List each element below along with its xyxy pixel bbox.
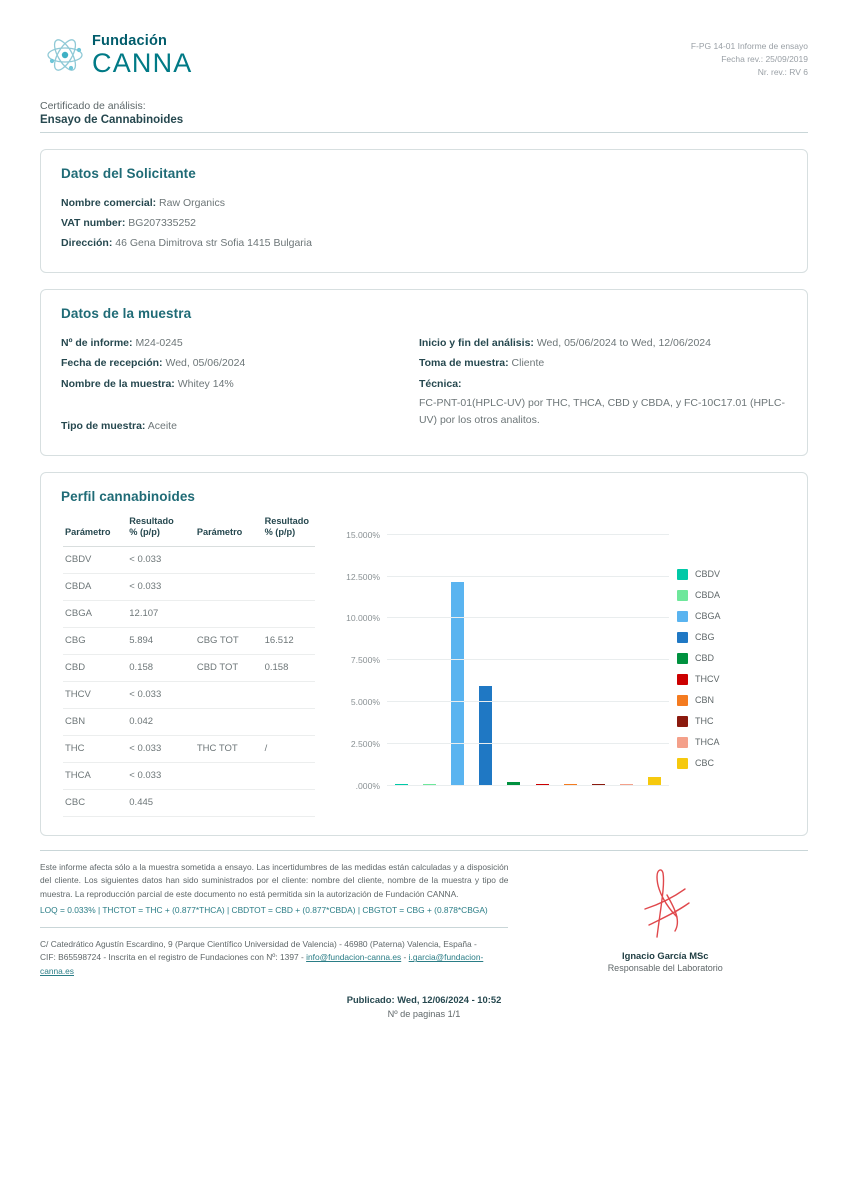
cell-p2: THC TOT xyxy=(195,735,263,762)
chart-ytick-label: 10.000% xyxy=(346,613,380,624)
legend-label: CBN xyxy=(695,695,715,706)
col-parametro-1-l1: Parámetro xyxy=(65,527,111,538)
legend-item-cbda xyxy=(677,585,781,606)
applicant-address-row xyxy=(61,233,787,253)
applicant-name-row xyxy=(61,193,787,213)
cell-v: < 0.033 xyxy=(127,546,195,573)
sample-card xyxy=(40,289,808,456)
legend-swatch xyxy=(677,590,688,601)
cell-p2 xyxy=(195,789,263,816)
legend-swatch xyxy=(677,653,688,664)
col-resultado-2-l2: % (p/p) xyxy=(264,527,296,538)
chart-gridline xyxy=(346,571,669,582)
cell-v: < 0.033 xyxy=(127,573,195,600)
legend-label: THCA xyxy=(695,737,720,748)
sample-name-label: Nombre de la muestra: xyxy=(61,377,175,390)
certificate-title: Ensayo de Cannabinoides xyxy=(40,113,184,126)
brand-canna: CANNA xyxy=(92,47,193,78)
sample-taking-value: Cliente xyxy=(511,357,545,370)
chart-legend xyxy=(677,564,781,774)
table-row xyxy=(63,654,315,681)
cell-p2 xyxy=(195,600,263,627)
cell-v: 0.042 xyxy=(127,708,195,735)
applicant-card-title: Datos del Solicitante xyxy=(61,165,196,181)
cell-p: CBN xyxy=(63,708,127,735)
cell-v2 xyxy=(263,789,315,816)
applicant-name-label: Nombre comercial: xyxy=(61,196,157,209)
table-row xyxy=(63,789,315,816)
chart-gridline xyxy=(346,529,669,540)
sample-card-title: Datos de la muestra xyxy=(61,305,192,321)
signature-icon xyxy=(605,930,725,947)
legend-label: CBC xyxy=(695,758,715,769)
cell-v2 xyxy=(263,600,315,627)
sample-taking-label: Toma de muestra: xyxy=(418,357,509,370)
applicant-address-value: 46 Gena Dimitrova str Sofia 1415 Bulgaria xyxy=(115,237,312,250)
legend-item-cbga xyxy=(677,606,781,627)
atom-icon xyxy=(45,35,85,75)
document-header xyxy=(40,34,808,80)
chart-ytick-label: 15.000% xyxy=(346,529,380,540)
document-footer xyxy=(40,850,808,979)
cannabinoid-table-wrap xyxy=(61,516,315,817)
col-resultado-2 xyxy=(263,516,315,547)
cell-p: THC xyxy=(63,735,127,762)
chart-gridline xyxy=(350,738,669,749)
chart-ytick-label: .000% xyxy=(355,780,380,791)
technique-row xyxy=(419,374,787,394)
chart-ytick-label: 2.500% xyxy=(350,738,380,749)
col-parametro-1 xyxy=(63,516,127,547)
meta-form-code: F-PG 14-01 Informe de ensayo xyxy=(690,41,808,51)
legend-label: CBD xyxy=(695,653,715,664)
cell-v: < 0.033 xyxy=(127,681,195,708)
legend-label: THCV xyxy=(695,674,720,685)
sample-columns xyxy=(61,333,787,437)
applicant-address-label: Dirección: xyxy=(61,237,113,250)
legend-item-cbn xyxy=(677,690,781,711)
cell-p: CBD xyxy=(63,654,127,681)
cell-p2 xyxy=(195,573,263,600)
cell-p2 xyxy=(195,762,263,789)
footer-address-line2: CIF: B65598724 - Inscrita en el registro de Fundaciones con Nº: 1397 - xyxy=(40,952,307,963)
certificate-subtitle: Certificado de análisis: xyxy=(40,99,146,112)
col-resultado-1 xyxy=(127,516,195,547)
signer-role: Responsable del Laboratorio xyxy=(607,962,723,973)
cannabinoid-table-body xyxy=(63,546,315,816)
legend-item-thcv xyxy=(677,669,781,690)
sample-name-row xyxy=(61,374,395,394)
cannabinoid-chart xyxy=(325,524,787,814)
cannabinoid-table-head xyxy=(63,516,315,547)
cell-v: 5.894 xyxy=(127,627,195,654)
legend-item-cbg xyxy=(677,627,781,648)
cell-v2 xyxy=(263,546,315,573)
meta-revision-number: Nr. rev.: RV 6 xyxy=(757,67,808,78)
chart-ytick-label: 7.500% xyxy=(350,655,380,666)
table-row xyxy=(63,681,315,708)
legend-swatch xyxy=(677,695,688,706)
profile-body xyxy=(61,516,787,817)
footer-address-line1: C/ Catedrático Agustín Escardino, 9 (Parque Científico Universidad de Valencia) - 46980 (Paterna) Valencia, España - xyxy=(40,938,477,949)
cell-v2: 0.158 xyxy=(263,654,315,681)
cell-v: 0.445 xyxy=(127,789,195,816)
certificate-title-block xyxy=(40,100,808,133)
analysis-period-label: Inicio y fin del análisis: xyxy=(418,336,534,349)
col-resultado-1-l2: % (p/p) xyxy=(129,527,160,538)
cell-p2: CBG TOT xyxy=(195,627,263,654)
legend-swatch xyxy=(677,716,688,727)
legend-item-cbd xyxy=(677,648,781,669)
brand-wordmark xyxy=(92,34,193,77)
legend-swatch xyxy=(677,758,688,769)
cell-v: < 0.033 xyxy=(127,735,195,762)
legend-label: CBG xyxy=(695,632,715,643)
applicant-name-value: Raw Organics xyxy=(159,196,225,209)
meta-revision-date: Fecha rev.: 25/09/2019 xyxy=(721,54,808,65)
footer-address-sep: - xyxy=(401,952,409,963)
applicant-vat-row xyxy=(61,213,787,233)
legend-swatch xyxy=(677,611,688,622)
chart-gridline xyxy=(346,613,669,624)
sample-right-column xyxy=(419,333,787,437)
signer-name: Ignacio García MSc xyxy=(621,949,709,961)
applicant-vat-label: VAT number: xyxy=(61,216,126,229)
col-resultado-1-l1: Resultado xyxy=(129,515,174,526)
table-row xyxy=(63,600,315,627)
col-parametro-2 xyxy=(195,516,263,547)
technique-value: FC-PNT-01(HPLC-UV) por THC, THCA, CBD y CBDA, y FC-10C17.01 (HPLC-UV) por los otros analitos. xyxy=(418,397,785,427)
cell-p: THCV xyxy=(63,681,127,708)
cannabinoid-table xyxy=(63,516,315,817)
legend-item-cbdv xyxy=(677,564,781,585)
chart-gridline xyxy=(350,655,669,666)
sample-type-value: Aceite xyxy=(147,420,177,433)
cell-v2 xyxy=(263,573,315,600)
legend-swatch xyxy=(677,569,688,580)
applicant-vat-value: BG207335252 xyxy=(128,216,197,229)
brand-logo xyxy=(40,34,193,77)
reception-date-row xyxy=(61,353,395,373)
applicant-card xyxy=(40,149,808,273)
legend-label: CBDA xyxy=(695,590,721,601)
signature-block xyxy=(522,861,808,979)
analysis-period-value: Wed, 05/06/2024 to Wed, 12/06/2024 xyxy=(536,336,711,349)
sample-type-row xyxy=(61,416,395,436)
legend-item-thca xyxy=(677,732,781,753)
chart-ytick-label: 12.500% xyxy=(346,571,380,582)
report-number-value: M24-0245 xyxy=(135,336,183,349)
legend-swatch xyxy=(677,674,688,685)
legend-item-cbc xyxy=(677,753,781,774)
cell-p2 xyxy=(195,546,263,573)
analysis-period-row xyxy=(419,333,787,353)
chart-bar-cbc xyxy=(648,777,661,784)
legend-item-thc xyxy=(677,711,781,732)
sample-taking-row xyxy=(419,353,787,373)
cell-p: CBC xyxy=(63,789,127,816)
col-resultado-2-l1: Resultado xyxy=(264,515,309,526)
cell-p2 xyxy=(195,708,263,735)
footer-address xyxy=(40,927,508,979)
page-count: Nº de paginas 1/1 xyxy=(387,1009,461,1020)
cell-p: CBGA xyxy=(63,600,127,627)
published-date: Publicado: Wed, 12/06/2024 - 10:52 xyxy=(346,994,502,1006)
cell-p: CBDV xyxy=(63,546,127,573)
legend-label: CBDV xyxy=(695,569,721,580)
cell-p2: CBD TOT xyxy=(195,654,263,681)
footer-loq: LOQ = 0.033% | THCTOT = THC + (0.877*THCA) | CBDTOT = CBD + (0.877*CBDA) | CBGTOT = CBG + (0.878*CBGA) xyxy=(40,904,488,915)
report-number-label: Nº de informe: xyxy=(61,336,133,349)
table-header-row xyxy=(63,516,315,547)
cell-p: CBDA xyxy=(63,573,127,600)
sample-type-label: Tipo de muestra: xyxy=(61,420,146,433)
document-meta xyxy=(691,34,808,80)
table-row xyxy=(63,546,315,573)
cell-v2: / xyxy=(263,735,315,762)
legend-label: CBGA xyxy=(695,611,721,622)
chart-bar-cbga xyxy=(451,582,464,785)
sample-name-value: Whitey 14% xyxy=(177,377,234,390)
cell-v: 12.107 xyxy=(127,600,195,627)
footer-text-block xyxy=(40,861,508,979)
table-row xyxy=(63,735,315,762)
report-number-row xyxy=(61,333,395,353)
footer-email-info[interactable]: info@fundacion-canna.es xyxy=(306,952,402,963)
cell-p: CBG xyxy=(63,627,127,654)
cannabinoid-profile-card xyxy=(40,472,808,836)
sample-left-column xyxy=(61,333,395,437)
cell-v2 xyxy=(263,762,315,789)
cell-p2 xyxy=(195,681,263,708)
reception-date-value: Wed, 05/06/2024 xyxy=(165,357,246,370)
legend-swatch xyxy=(677,632,688,643)
legend-label: THC xyxy=(695,716,714,727)
table-row xyxy=(63,708,315,735)
legend-swatch xyxy=(677,737,688,748)
table-row xyxy=(63,627,315,654)
chart-gridline xyxy=(350,697,669,708)
cell-v2 xyxy=(263,681,315,708)
footer-disclaimer: Este informe afecta sólo a la muestra sometida a ensayo. Las incertidumbres de las medidas están calculadas y a disposición del cliente. Los siguientes datos han sido suministrados por el cliente: nombre del cliente, nombre de la muestra y tipo de muestra. La reproducción parcial de este documento no está permitida sin la autorización de Fundación CANNA. xyxy=(40,861,509,900)
table-row xyxy=(63,762,315,789)
chart-plot-area xyxy=(346,529,669,791)
cell-v2: 16.512 xyxy=(263,627,315,654)
cell-p: THCA xyxy=(63,762,127,789)
chart-gridline xyxy=(355,780,669,791)
technique-label: Técnica: xyxy=(418,377,462,390)
profile-card-title: Perfil cannabinoides xyxy=(61,488,196,504)
cell-v: 0.158 xyxy=(127,654,195,681)
col-parametro-2-l1: Parámetro xyxy=(196,527,243,538)
brand-fundacion: Fundación xyxy=(92,33,168,49)
cell-v2 xyxy=(263,708,315,735)
chart-ytick-label: 5.000% xyxy=(350,697,380,708)
cell-v: < 0.033 xyxy=(127,762,195,789)
reception-date-label: Fecha de recepción: xyxy=(61,357,163,370)
footer-email-garcia[interactable]: i.garcia@fundacion-canna.es xyxy=(40,952,484,976)
table-row xyxy=(63,573,315,600)
